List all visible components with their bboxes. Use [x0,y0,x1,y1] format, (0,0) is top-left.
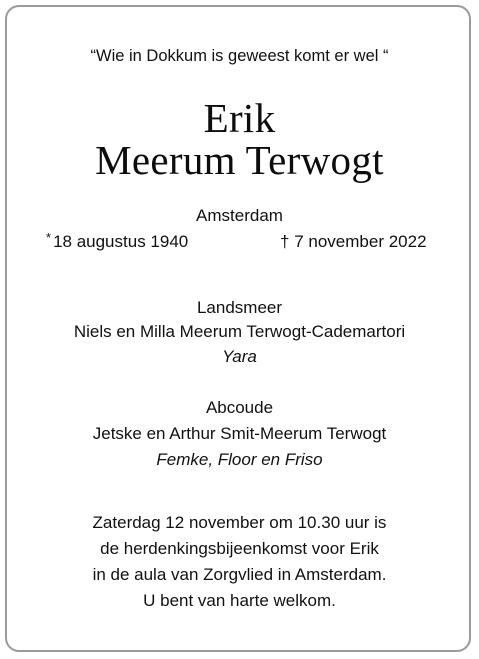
ceremony-line-3: in de aula van Zorgvlied in Amsterdam. [92,565,387,584]
birth-date-group [46,231,188,254]
family-1-children: Yara [222,347,257,366]
death-cross-icon: † [280,232,290,251]
birth-date: 18 augustus 1940 [53,232,189,251]
quote-text: “Wie in Dokkum is geweest komt er wel “ [90,47,389,65]
family-2-children: Femke, Floor en Friso [156,450,323,469]
family-1-place: Landsmeer [196,298,283,317]
death-date: 7 november 2022 [294,232,427,251]
birth-place: Amsterdam [196,206,283,225]
deceased-last-name: Meerum Terwogt [95,137,384,183]
ceremony-line-4: U bent van harte welkom. [143,591,336,610]
ceremony-line-1: Zaterdag 12 november om 10.30 uur is [92,513,387,532]
death-date-group [280,231,427,253]
ceremony-line-2: de herdenkingsbijeenkomst voor Erik [100,539,379,558]
birth-star-icon: * [46,230,52,245]
family-2-place: Abcoude [205,398,274,417]
deceased-first-name: Erik [203,95,276,141]
family-2-names: Jetske en Arthur Smit-Meerum Terwogt [92,424,387,443]
family-1-names: Niels en Milla Meerum Terwogt-Cademartori [73,322,406,341]
